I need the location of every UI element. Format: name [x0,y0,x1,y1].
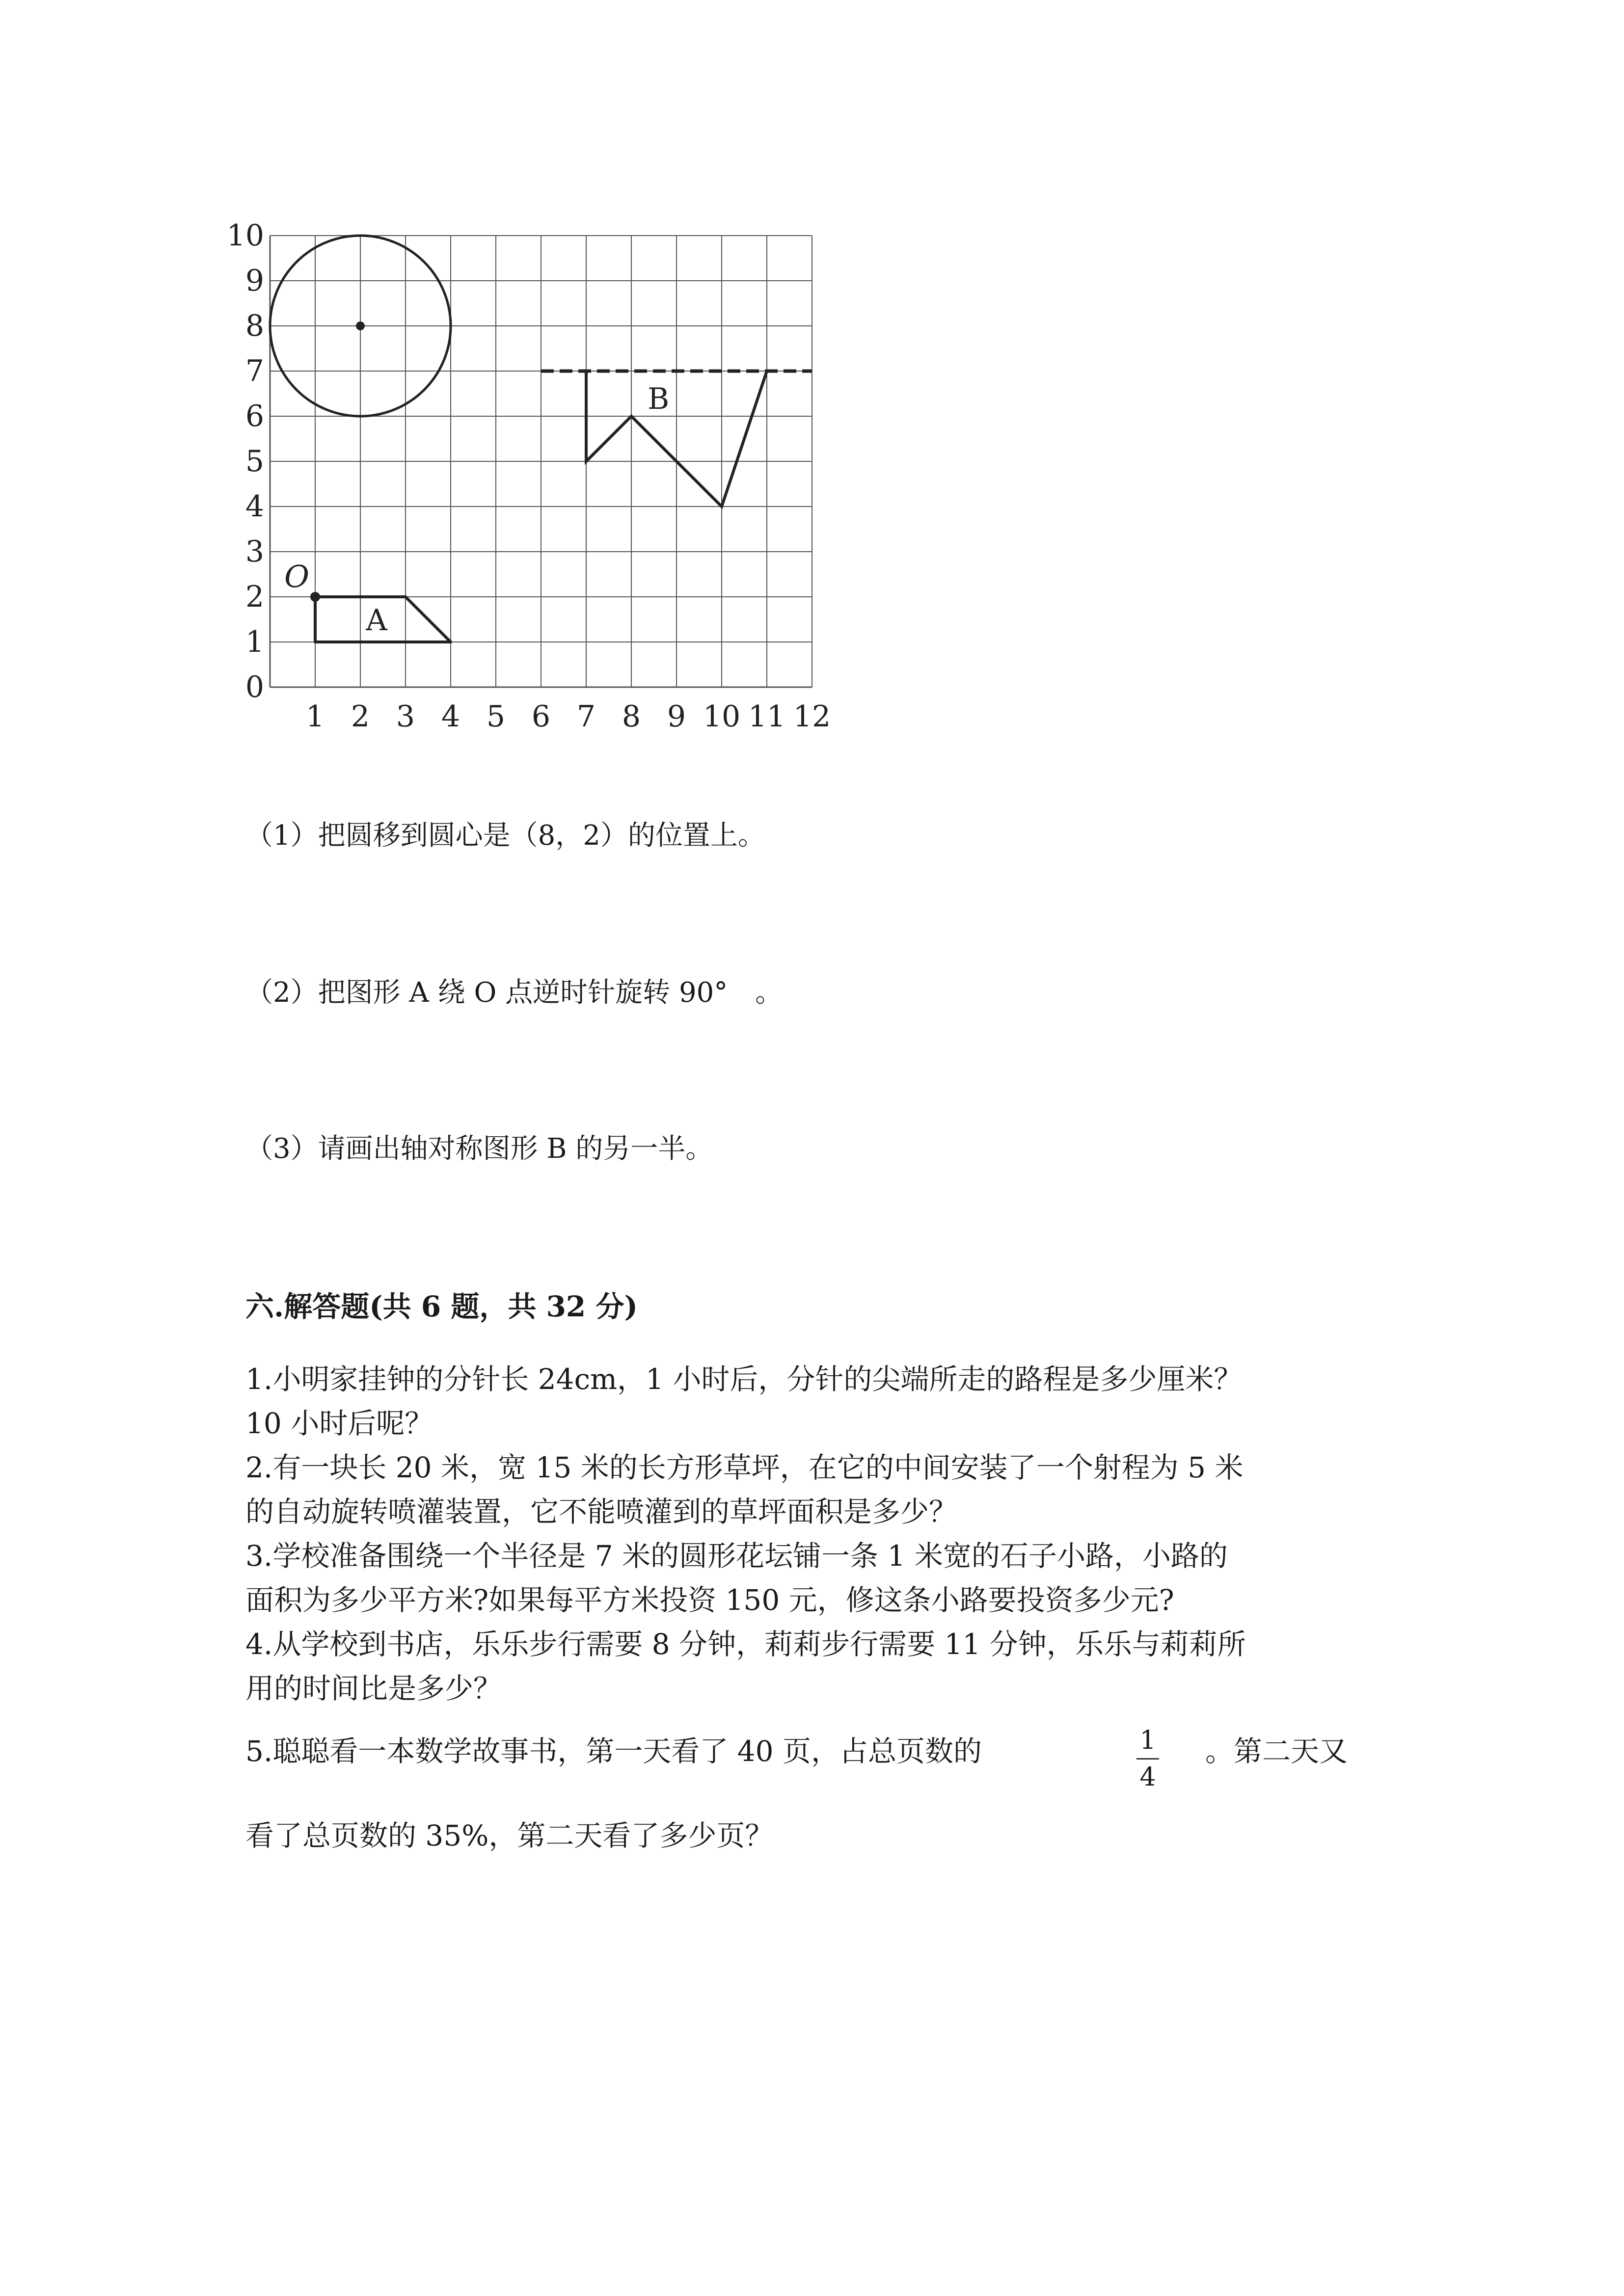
problem-5-line-1-part-2: 。第二天又 [1205,1735,1348,1768]
x-tick-label: 8 [622,699,641,734]
circle-center-dot [356,321,365,330]
x-tick-label: 3 [396,699,415,734]
y-tick-label: 7 [245,354,264,388]
fraction-denominator: 4 [1139,1762,1156,1792]
problem-5-line-1-part-1: 5.聪聪看一本数学故事书，第一天看了 40 页，占总页数的 [245,1735,982,1768]
y-tick-label: 9 [245,264,264,298]
sub-question-3: （3）请画出轴对称图形 B 的另一半。 [245,1133,713,1165]
y-tick-label: 10 [226,218,264,253]
problem-2-line-2: 的自动旋转喷灌装置，它不能喷灌到的草坪面积是多少？ [245,1495,958,1528]
x-tick-label: 10 [703,699,741,734]
x-tick-label: 2 [351,699,370,734]
x-tick-label: 11 [748,699,786,734]
problem-3-line-2: 面积为多少平方米?如果每平方米投资 150 元，修这条小路要投资多少元? [245,1583,1174,1617]
y-tick-label: 3 [245,534,264,569]
sub-question-2: （2）把图形 A 绕 O 点逆时针旋转 90° 。 [245,977,783,1009]
y-tick-label: 2 [245,580,264,614]
problem-4-line-2: 用的时间比是多少？ [245,1672,502,1705]
coordinate-grid-figure [226,191,943,734]
point-o-label: O [284,559,309,594]
x-tick-label: 4 [441,699,460,734]
grid-lines [270,236,812,687]
problem-3-line-1: 3.学校准备围绕一个半径是 7 米的圆形花坛铺一条 1 米宽的石子小路，小路的 [245,1539,1228,1573]
fraction-numerator: 1 [1139,1726,1156,1755]
tick-labels [227,218,831,734]
fraction-bar [1137,1758,1159,1760]
x-tick-label: 7 [576,699,596,734]
problem-1-line-2: 10 小时后呢？ [245,1407,433,1440]
problem-1-line-1: 1.小明家挂钟的分针长 24cm，1 小时后，分针的尖端所走的路程是多少厘米？ [245,1362,1243,1396]
problem-5-line-2: 看了总页数的 35%，第二天看了多少页？ [245,1819,774,1852]
problem-4-line-1: 4.从学校到书店，乐乐步行需要 8 分钟，莉莉步行需要 11 分钟，乐乐与莉莉所 [245,1628,1246,1661]
problem-2-line-1: 2.有一块长 20 米，宽 15 米的长方形草坪，在它的中间安装了一个射程为 5 米 [245,1451,1244,1484]
y-tick-label: 4 [245,489,264,524]
x-tick-label: 5 [486,699,506,734]
shape-a-label: A [366,603,387,638]
fraction-one-quarter [1137,1728,1159,1790]
x-tick-label: 6 [531,699,551,734]
y-tick-label: 1 [245,625,264,659]
sub-question-1: （1）把圆移到圆心是（8，2）的位置上。 [245,820,765,852]
x-tick-label: 9 [667,699,686,734]
y-tick-label: 5 [245,444,264,479]
x-tick-label: 12 [793,699,831,734]
y-tick-label: 0 [245,670,264,704]
x-tick-label: 1 [305,699,325,734]
shape-b-label: B [648,382,670,417]
point-o-dot [310,592,320,602]
y-tick-label: 8 [245,309,264,343]
y-tick-label: 6 [245,399,264,433]
section-title: 六.解答题(共 6 题，共 32 分) [245,1290,638,1323]
